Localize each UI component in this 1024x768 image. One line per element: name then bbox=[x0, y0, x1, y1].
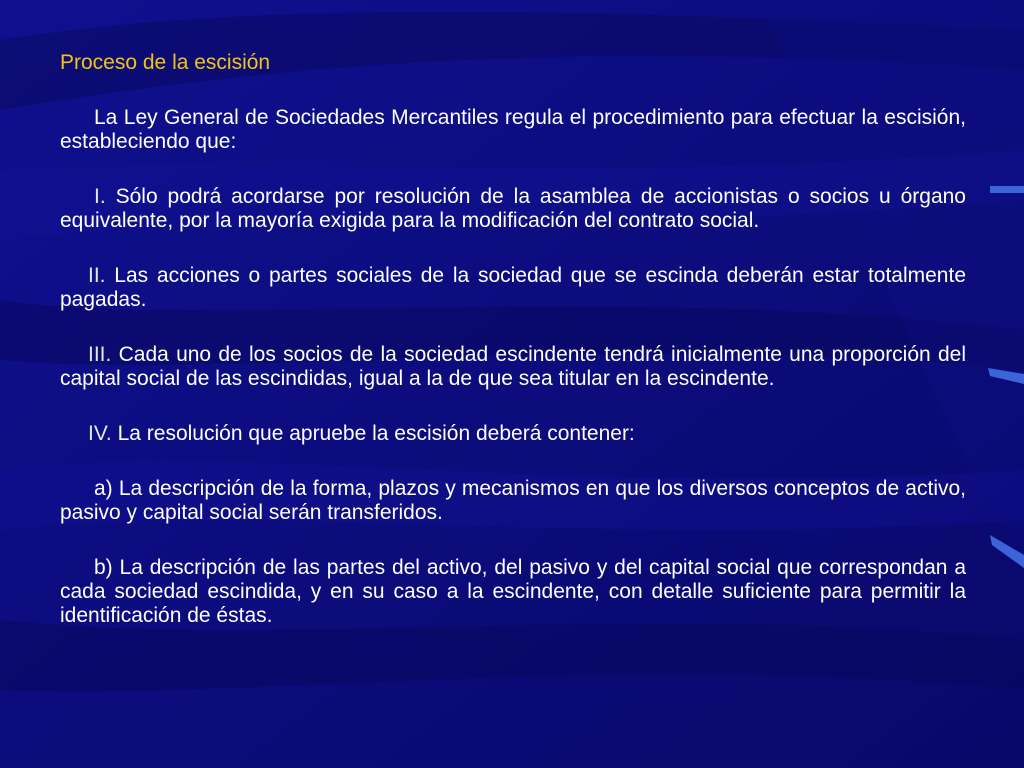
paragraph-item-ii bbox=[60, 264, 966, 312]
item-iv-number: IV. bbox=[88, 422, 112, 445]
sub-a-text: a) La descripción de la forma, plazos y mecanismos en que los diversos conceptos de activo, pasivo y capital social serán transferidos. bbox=[60, 477, 966, 524]
paragraph-item-iv bbox=[60, 422, 966, 446]
paragraph-intro bbox=[60, 106, 966, 154]
item-ii-text: Las acciones o partes sociales de la sociedad que se escinda deberán estar totalmente pagadas. bbox=[60, 264, 966, 311]
slide-content bbox=[60, 50, 966, 659]
slide-title: Proceso de la escisión bbox=[60, 51, 271, 74]
paragraph-sub-b bbox=[60, 556, 966, 628]
item-iv-text: La resolución que apruebe la escisión deberá contener: bbox=[111, 422, 635, 445]
paragraph-item-iii bbox=[60, 343, 966, 391]
paragraph-intro-text: La Ley General de Sociedades Mercantiles regula el procedimiento para efectuar la escisión, estableciendo que: bbox=[60, 106, 966, 153]
sub-b-text: b) La descripción de las partes del activo, del pasivo y del capital social que correspondan a cada sociedad escindida, y en su caso a la escindente, con detalle suficiente para permitir la identificación de éstas. bbox=[60, 556, 966, 627]
item-i-number: I. bbox=[94, 185, 106, 208]
paragraph-item-i bbox=[60, 185, 966, 233]
item-ii-number: II. bbox=[88, 264, 106, 287]
paragraph-sub-a bbox=[60, 477, 966, 525]
item-iii-text: Cada uno de los socios de la sociedad escindente tendrá inicialmente una proporción del capital social de las escindidas, igual a la de que sea titular en la escindente. bbox=[60, 343, 966, 390]
item-i-text: Sólo podrá acordarse por resolución de la asamblea de accionistas o socios u órgano equivalente, por la mayoría exigida para la modificación del contrato social. bbox=[60, 185, 966, 232]
item-iii-number: III. bbox=[88, 343, 112, 366]
